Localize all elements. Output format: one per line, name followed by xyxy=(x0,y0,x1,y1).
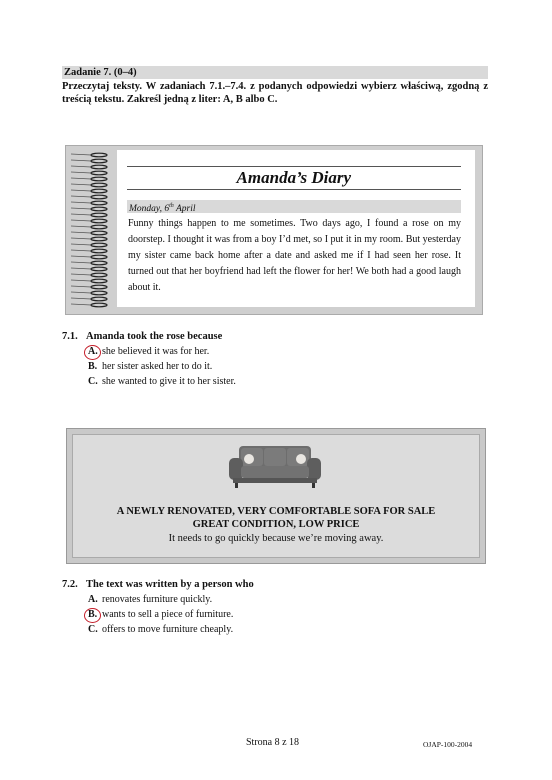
question-7-2-option-b[interactable]: B. wants to sell a piece of furniture. xyxy=(88,609,234,620)
answer-circle-mark xyxy=(84,608,101,623)
task-instruction: Przeczytaj teksty. W zadaniach 7.1.–7.4. z podanych odpowiedzi wybierz właściwą, zgodną z treścią tekstu. Zakreśl jedną z liter: A, B albo C. xyxy=(62,81,488,105)
sofa-icon xyxy=(225,440,325,490)
ad-headline: A NEWLY RENOVATED, VERY COMFORTABLE SOFA FOR SALE xyxy=(116,506,436,517)
page-number: Strona 8 z 18 xyxy=(246,737,300,748)
diary-text: Funny things happen to me sometimes. Two days ago, I found a rose on my doorstep. I thought it was from a boy I’d met, so I put it in my room. But yesterday my sister came back home after a date and asked me if I had seen her rose. It turned out that her boyfriend had left the flower for her! We both had a good laugh about it. xyxy=(128,218,461,293)
exam-code: OJAP-100-2004 xyxy=(423,740,473,749)
question-7-1-option-b[interactable]: B. her sister asked her to do it. xyxy=(88,361,213,372)
diary-title: Amanda’s Diary xyxy=(236,168,351,187)
diary-rule-top xyxy=(127,166,461,167)
notebook-spiral-icon xyxy=(69,150,113,308)
question-7-1-option-a[interactable]: A. she believed it was for her. xyxy=(88,346,210,357)
answer-circle-mark xyxy=(84,345,101,360)
ad-note: It needs to go quickly because we’re moving away. xyxy=(168,533,384,544)
question-7-2-option-c[interactable]: C. offers to move furniture cheaply. xyxy=(88,624,234,635)
question-7-1-option-c[interactable]: C. she wanted to give it to her sister. xyxy=(88,376,236,387)
diary-rule-bottom xyxy=(127,189,461,190)
diary-date: Monday, 6th April xyxy=(127,200,461,213)
ad-subheadline: GREAT CONDITION, LOW PRICE xyxy=(192,519,360,530)
task-header: Zadanie 7. (0–4) xyxy=(62,66,488,79)
question-7-2-stem: 7.2. The text was written by a person who xyxy=(62,579,254,590)
question-7-1-stem: 7.1. Amanda took the rose because xyxy=(62,331,223,342)
question-7-2-option-a[interactable]: A. renovates furniture quickly. xyxy=(88,594,213,605)
